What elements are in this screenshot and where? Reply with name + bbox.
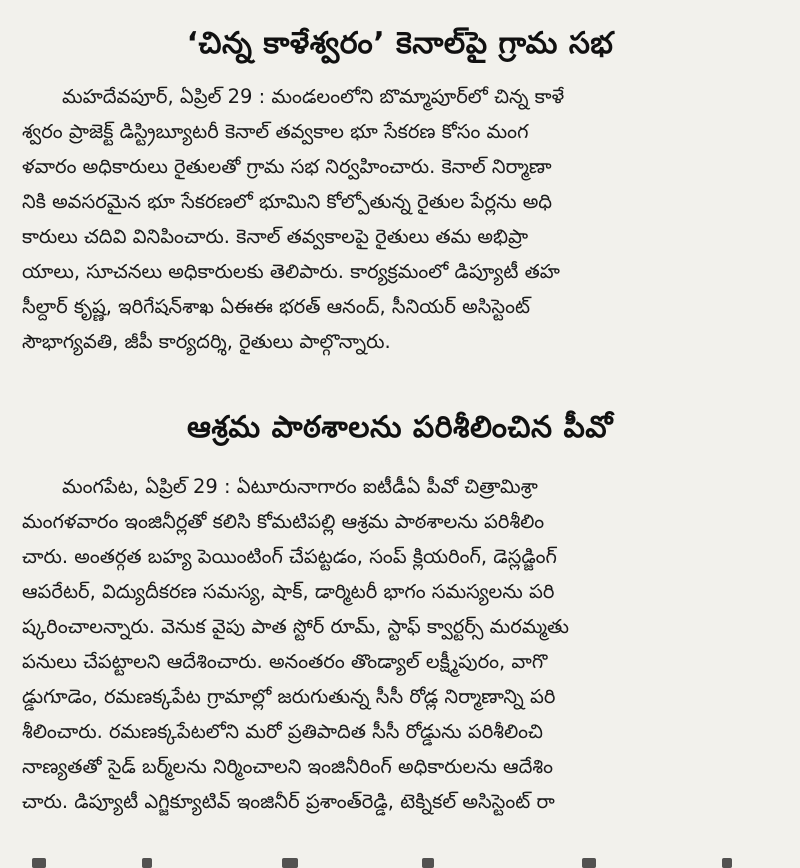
article-1-line: మహదేవపూర్, ఏప్రిల్ 29 : మండలంలోని బొమ్మాపూర్‌లో చిన్న కాళే — [62, 85, 565, 108]
article-2-line: మంగపేట, ఏప్రిల్ 29 : ఏటూరునాగారం ఐటీడీఏ పీవో చిత్రామిశ్రా — [62, 475, 538, 498]
article-2-line: మంగళవారం ఇంజినీర్లతో కలిసి కోమటిపల్లి ఆశ్రమ పాఠశాలను పరిశీలిం — [22, 510, 545, 533]
article-2-line: డ్డుగూడెం, రమణక్కపేట గ్రామాల్లో జరుగుతున్న సీసీ రోడ్ల నిర్మాణాన్ని పరి — [22, 685, 556, 708]
article-1-headline: ‘చిన్న కాళేశ్వరం’ కెనాల్‌పై గ్రామ సభ — [186, 26, 614, 61]
article-1-line: సౌభాగ్యవతి, జీపీ కార్యదర్శి, రైతులు పాల్గొన్నారు. — [22, 330, 391, 353]
text-fragment — [32, 858, 46, 868]
cut-off-text-bottom — [22, 856, 778, 868]
article-2-line: చారు. డిప్యూటీ ఎగ్జిక్యూటివ్ ఇంజినీర్ ప్రశాంత్‌రెడ్డి, టెక్నికల్ అసిస్టెంట్ రా — [22, 790, 555, 813]
text-fragment — [582, 858, 596, 868]
cut-off-text-top — [0, 0, 800, 6]
article-2-line: ఆపరేటర్, విద్యుదీకరణ సమస్య, షాక్, డార్మిటరీ భాగం సమస్యలను పరి — [22, 580, 555, 603]
article-2-line: నాణ్యతతో సైడ్ బర్మ్‌లను నిర్మించాలని ఇంజినీరింగ్ అధికారులను ఆదేశిం — [22, 755, 553, 778]
article-2-line: పనులు చేపట్టాలని ఆదేశించారు. అనంతరం తొండ్యాల్ లక్ష్మీపురం, వాగొ — [22, 650, 548, 673]
text-fragment — [422, 858, 434, 868]
article-2-line: ష్కరించాలన్నారు. వెనుక వైపు పాత స్టోర్ రూమ్, స్టాఫ్ క్వార్టర్స్ మరమ్మతు — [22, 615, 569, 638]
article-2-headline: ఆశ్రమ పాఠశాలను పరిశీలించిన పీవో — [186, 410, 614, 445]
article-1-line: శ్వరం ప్రాజెక్ట్ డిస్ట్రిబ్యూటరీ కెనాల్ తవ్వకాల భూ సేకరణ కోసం మంగ — [22, 120, 529, 143]
article-1-line: యాలు, సూచనలు అధికారులకు తెలిపారు. కార్యక్రమంలో డిప్యూటీ తహ — [22, 260, 560, 283]
article-2-line: చారు. అంతర్గత బహ్య పెయింటింగ్ చేపట్టడం, సంప్ క్లియరింగ్, డెస్లడ్జింగ్ — [22, 545, 557, 568]
article-1-line: నికి అవసరమైన భూ సేకరణలో భూమిని కోల్పోతున్న రైతుల పేర్లను అధి — [22, 190, 553, 213]
article-1-line: ళవారం అధికారులు రైతులతో గ్రామ సభ నిర్వహించారు. కెనాల్ నిర్మాణా — [22, 155, 552, 178]
article-2-line: శీలించారు. రమణక్కపేటలోని మరో ప్రతిపాదిత సీసీ రోడ్డును పరిశీలించి — [22, 720, 543, 743]
text-fragment — [142, 858, 152, 868]
article-1-line: సీల్దార్ కృష్ణ, ఇరిగేషన్‌శాఖ ఏఈఈ భరత్ ఆనంద్, సీనియర్ అసిస్టెంట్ — [22, 295, 531, 318]
article-1-line: కారులు చదివి వినిపించారు. కెనాల్ తవ్వకాలపై రైతులు తమ అభిప్రా — [22, 225, 529, 248]
text-fragment — [282, 858, 298, 868]
text-fragment — [722, 858, 732, 868]
